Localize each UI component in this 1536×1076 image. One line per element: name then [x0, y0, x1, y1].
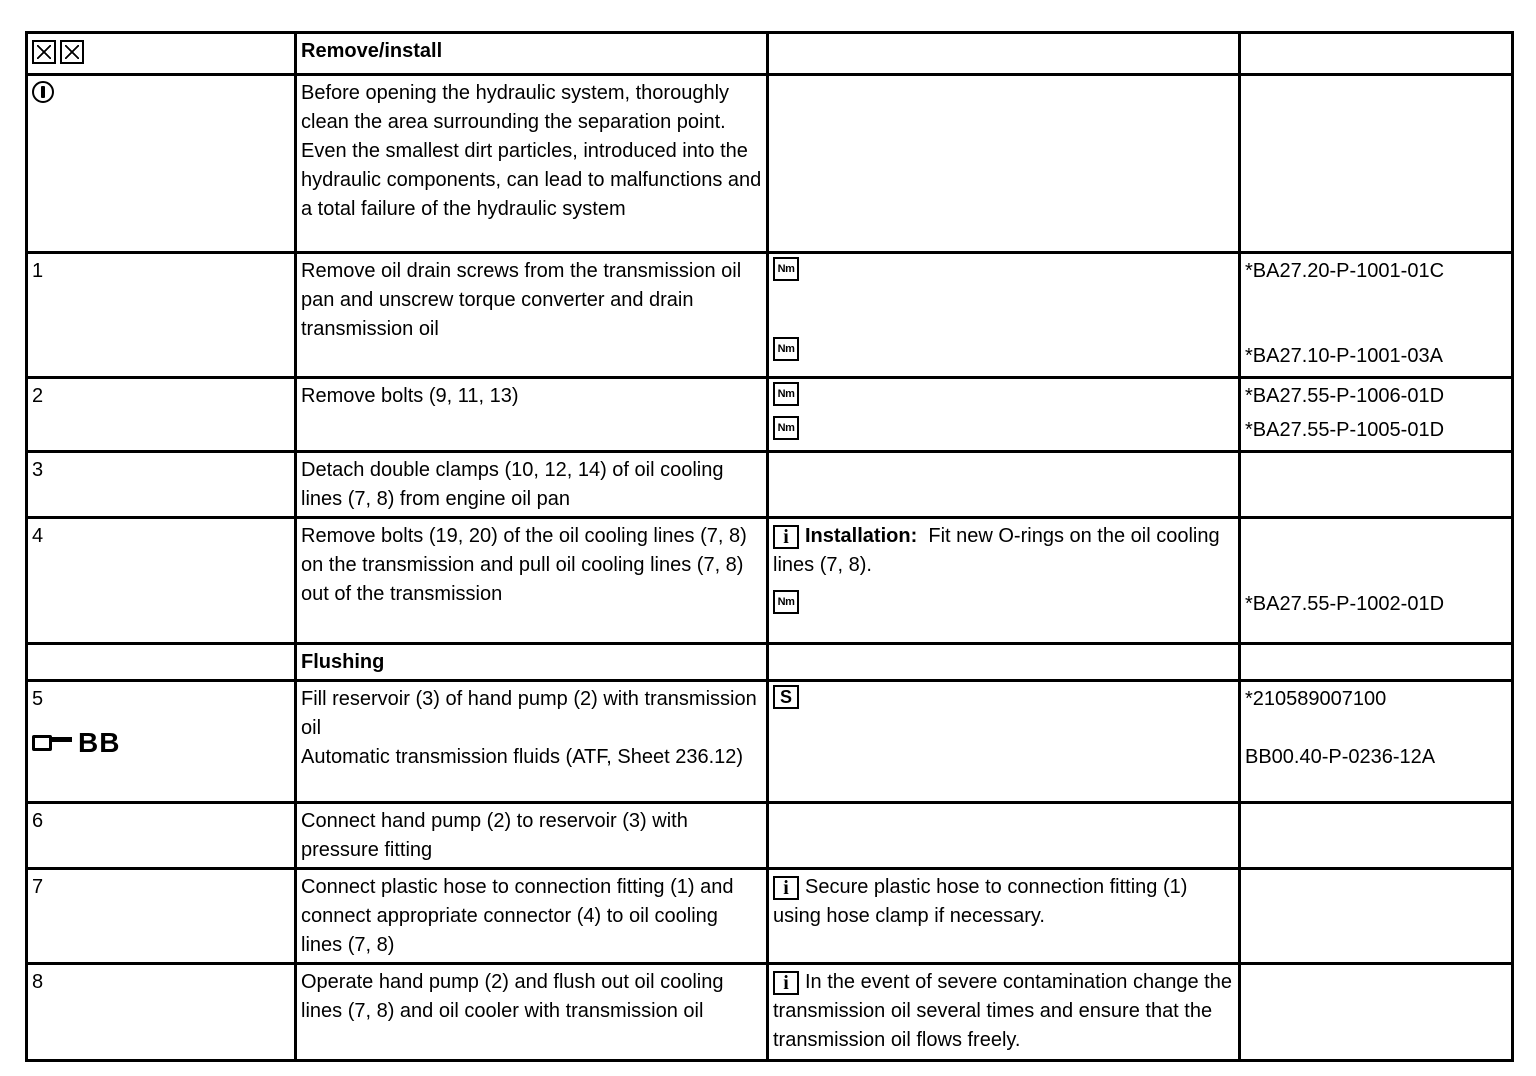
- empty-cell: [27, 644, 296, 681]
- torque-icon: Nm: [773, 337, 799, 361]
- caution-text: Before opening the hydraulic system, thoroughly clean the area surrounding the separation point. Even the smallest dirt particles, introduced into the hydraulic components, can lead to malfunctions and a total failure of the hydraulic system: [301, 82, 762, 220]
- note-text: In the event of severe contamination change the transmission oil several times and ensure that the transmission oil flows freely.: [773, 971, 1232, 1051]
- step-refs-cell: [1240, 681, 1513, 803]
- empty-cell: [768, 75, 1240, 253]
- step-row: [27, 452, 1513, 518]
- step-tools-cell: [768, 378, 1240, 452]
- step-number: 4: [27, 518, 296, 644]
- step-text: Connect plastic hose to connection fitting (1) and connect appropriate connector (4) to oil cooling lines (7, 8): [296, 869, 768, 964]
- step-number-cell: [27, 681, 296, 803]
- step-row: [27, 681, 1513, 803]
- caution-icon-cell: [27, 75, 296, 253]
- reference-link[interactable]: *BA27.10-P-1001-03A: [1245, 345, 1443, 367]
- step-number: 7: [27, 869, 296, 964]
- header-empty-cell: [768, 33, 1240, 75]
- note-text: Fit new O-rings on the oil cooling lines (7, 8).: [773, 525, 1220, 576]
- torque-icon: Nm: [773, 382, 799, 406]
- header-row: [27, 33, 1513, 75]
- step-number: 5: [32, 688, 44, 710]
- reference-link[interactable]: *BA27.55-P-1005-01D: [1245, 419, 1445, 441]
- torque-icon: Nm: [773, 590, 799, 614]
- step-text: Operate hand pump (2) and flush out oil cooling lines (7, 8) and oil cooler with transmission oil: [296, 964, 768, 1061]
- section-row: [27, 644, 1513, 681]
- caution-row: [27, 75, 1513, 253]
- step-number: 8: [27, 964, 296, 1061]
- info-icon: i: [773, 971, 799, 995]
- reference-link[interactable]: *BA27.20-P-1001-01C: [1245, 260, 1445, 282]
- step-text-cell: [296, 681, 768, 803]
- reference-link[interactable]: *BA27.55-P-1006-01D: [1245, 385, 1445, 407]
- section-title: Remove/install: [301, 40, 443, 62]
- document-pointer[interactable]: [32, 728, 120, 757]
- expand-icon[interactable]: [32, 40, 56, 64]
- step-note-cell: [768, 869, 1240, 964]
- empty-cell: [1240, 452, 1513, 518]
- info-icon: i: [773, 525, 799, 549]
- step-row: [27, 964, 1513, 1061]
- header-icons-cell: [27, 33, 296, 75]
- empty-cell: [1240, 644, 1513, 681]
- empty-cell: [768, 803, 1240, 869]
- step-tools-cell: [768, 681, 1240, 803]
- empty-cell: [1240, 803, 1513, 869]
- step-text: Remove bolts (9, 11, 13): [296, 378, 768, 452]
- step-refs-cell: [1240, 253, 1513, 378]
- step-number: 2: [27, 378, 296, 452]
- header-empty-cell: [1240, 33, 1513, 75]
- step-text: Remove bolts (19, 20) of the oil cooling lines (7, 8) on the transmission and pull oil cooling lines (7, 8) out of the transmission: [296, 518, 768, 644]
- note-text: Secure plastic hose to connection fitting (1) using hose clamp if necessary.: [773, 876, 1188, 927]
- section-title: Flushing: [301, 651, 385, 673]
- step-row: [27, 518, 1513, 644]
- empty-cell: [1240, 869, 1513, 964]
- empty-cell: [1240, 964, 1513, 1061]
- step-text: Fill reservoir (3) of hand pump (2) with transmission oil: [301, 688, 757, 739]
- special-tool-icon: S: [773, 685, 799, 709]
- torque-icon: Nm: [773, 416, 799, 440]
- installation-note: [773, 522, 1234, 580]
- pointing-hand-icon: [32, 731, 74, 755]
- step-row: [27, 378, 1513, 452]
- header-title-cell: [296, 33, 768, 75]
- torque-icon: Nm: [773, 257, 799, 281]
- step-tools-cell: [768, 518, 1240, 644]
- step-number: 6: [27, 803, 296, 869]
- caution-icon: [32, 81, 54, 103]
- empty-cell: [768, 452, 1240, 518]
- step-text: Remove oil drain screws from the transmission oil pan and unscrew torque converter and drain transmission oil: [296, 253, 768, 378]
- step-row: [27, 869, 1513, 964]
- pointer-label: BB: [78, 727, 121, 758]
- step-text: Detach double clamps (10, 12, 14) of oil cooling lines (7, 8) from engine oil pan: [296, 452, 768, 518]
- reference-link[interactable]: *210589007100: [1245, 688, 1387, 710]
- step-number: 3: [27, 452, 296, 518]
- step-refs-cell: [1240, 518, 1513, 644]
- caution-text-cell: [296, 75, 768, 253]
- step-text-secondary: Automatic transmission fluids (ATF, Sheet 236.12): [301, 746, 744, 768]
- step-note-cell: [768, 964, 1240, 1061]
- procedure-table: [25, 31, 1514, 1062]
- empty-cell: [1240, 75, 1513, 253]
- note-label: Installation:: [805, 525, 918, 547]
- collapse-icon[interactable]: [60, 40, 84, 64]
- step-tools-cell: [768, 253, 1240, 378]
- step-row: [27, 803, 1513, 869]
- step-text: Connect hand pump (2) to reservoir (3) with pressure fitting: [296, 803, 768, 869]
- reference-link[interactable]: BB00.40-P-0236-12A: [1245, 746, 1436, 768]
- step-number: 1: [27, 253, 296, 378]
- step-refs-cell: [1240, 378, 1513, 452]
- step-row: [27, 253, 1513, 378]
- section-cell: [296, 644, 768, 681]
- info-icon: i: [773, 876, 799, 900]
- reference-link[interactable]: *BA27.55-P-1002-01D: [1245, 593, 1445, 615]
- empty-cell: [768, 644, 1240, 681]
